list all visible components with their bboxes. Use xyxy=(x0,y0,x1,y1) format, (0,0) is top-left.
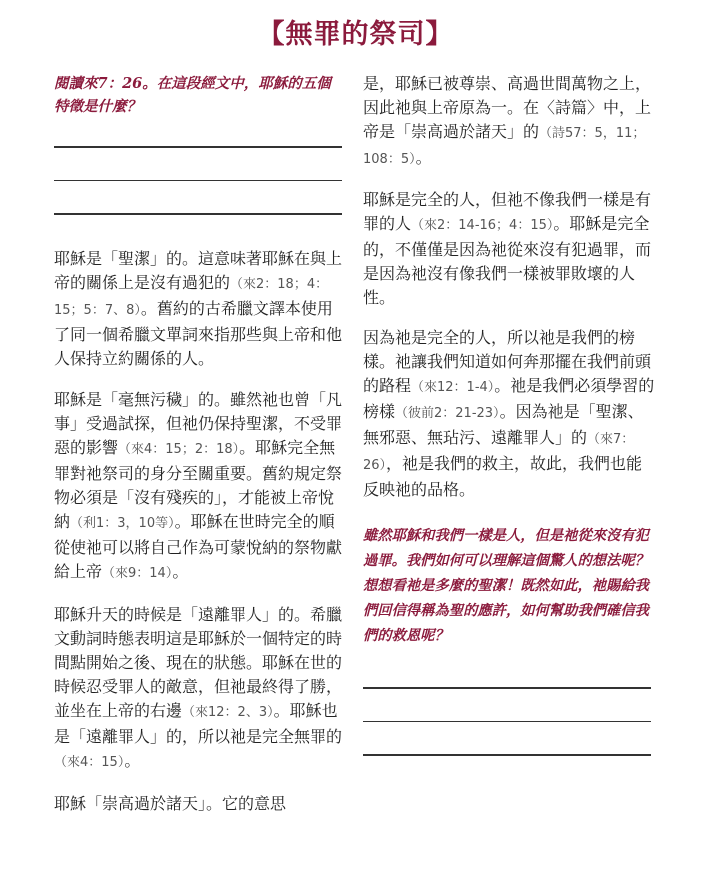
scripture-ref: （來4：15；2：18） xyxy=(118,441,240,457)
text: 。耶穌是完全的，不僅僅是因為祂從來沒有犯過罪，而是因為祂沒有像我們一樣被罪敗壞的人性。 xyxy=(363,214,652,307)
scripture-ref: （來2：14-16；4：15） xyxy=(411,218,554,233)
paragraph-exalted-cont xyxy=(363,72,655,172)
answer-line[interactable] xyxy=(363,721,651,723)
scripture-ref: （來2：18；4：15；5：7、8） xyxy=(54,276,329,318)
answer-lines xyxy=(363,687,655,756)
text: 。耶穌在世時完全的順從使祂可以將自己作為可蒙悅納的祭物獻給上帝 xyxy=(54,511,343,581)
text: 。 xyxy=(172,561,189,581)
scripture-ref: （來9：14） xyxy=(102,565,173,581)
paragraph-holy xyxy=(54,247,342,371)
text: 因為祂是完全的人，所以祂是我們的榜樣。祂讓我們知道如何奔那擺在我們前頭的路程 xyxy=(363,328,652,395)
lesson-title: 【無罪的祭司】 xyxy=(257,19,454,50)
text: 。因為祂是「聖潔、無邪惡、無玷污、遠離罪人」的 xyxy=(363,402,644,447)
paragraph-undefiled xyxy=(54,388,342,586)
text: 耶穌是「聖潔」的。這意味著耶穌在與上帝的關係上是沒有過犯的 xyxy=(54,248,343,292)
text: 是，耶穌已被尊崇、高過世間萬物之上，因此祂與上帝原為一。在〈詩篇〉中，上帝是「崇高過於諸天」的 xyxy=(363,74,652,141)
text: 。 xyxy=(124,750,141,770)
scripture-ref: （來12：1-4） xyxy=(411,380,495,395)
text: 。舊約的古希臘文譯本使用了同一個希臘文單詞來指那些與上帝和他人保持立約關係的人。 xyxy=(54,298,343,368)
text: 耶穌是「毫無污穢」的。雖然祂也曾「凡事」受過試探，但祂仍保持聖潔，不受罪惡的影響 xyxy=(54,389,343,457)
answer-line[interactable] xyxy=(363,754,651,756)
answer-lines xyxy=(54,146,342,215)
right-column xyxy=(363,72,655,788)
scripture-ref: （利1：3，10等） xyxy=(70,515,175,531)
paragraph-perfect-man xyxy=(363,188,655,310)
text: 。 xyxy=(415,148,432,167)
scripture-ref: （彼前2：21-23） xyxy=(395,406,500,421)
scripture-ref: （來7：26） xyxy=(363,432,635,473)
text: 耶穌是完全的人，但祂不像我們一樣是有罪的人 xyxy=(363,190,652,233)
text: 。耶穌也是「遠離罪人」的，所以祂是完全無罪的 xyxy=(54,700,343,746)
scripture-ref: （詩57：5，11；108：5） xyxy=(363,126,646,167)
text: 。祂是我們必須學習的榜樣 xyxy=(363,376,655,421)
text: 。耶穌完全無罪對祂祭司的身分至關重要。舊約規定祭物必須是「沒有殘疾的」，才能被上帝悅納 xyxy=(54,437,343,531)
paragraph-separate xyxy=(54,603,342,775)
reflection-question: 雖然耶穌和我們一樣是人，但是祂從來沒有犯過罪。我們如何可以理解這個驚人的想法呢？想想看祂是多麼的聖潔！既然如此，祂賜給我們回信得稱為聖的應許，如何幫助我們確信我們的救恩呢？ xyxy=(363,528,649,644)
answer-line[interactable] xyxy=(363,687,651,689)
answer-line[interactable] xyxy=(54,213,342,215)
study-question: 閱讀來7：26。在這段經文中，耶穌的五個特徵是什麼？ xyxy=(54,75,331,115)
answer-line[interactable] xyxy=(54,146,342,148)
answer-line[interactable] xyxy=(54,180,342,182)
left-column xyxy=(54,72,342,833)
text: ，祂是我們的救主，故此，我們也能反映祂的品格。 xyxy=(363,454,643,499)
text: 耶穌升天的時候是「遠離罪人」的。希臘文動詞時態表明這是耶穌於一個特定的時間點開始之後、現在的狀態。耶穌在世的時候忍受罪人的敵意，但祂最終得了勝，並坐在上帝的右邊 xyxy=(54,604,343,720)
scripture-ref: （來12：2、3） xyxy=(182,704,274,720)
paragraph-example xyxy=(363,326,655,502)
paragraph-exalted: 耶穌「崇高過於諸天」。它的意思 xyxy=(54,793,287,813)
scripture-ref: （來4：15） xyxy=(54,754,125,770)
